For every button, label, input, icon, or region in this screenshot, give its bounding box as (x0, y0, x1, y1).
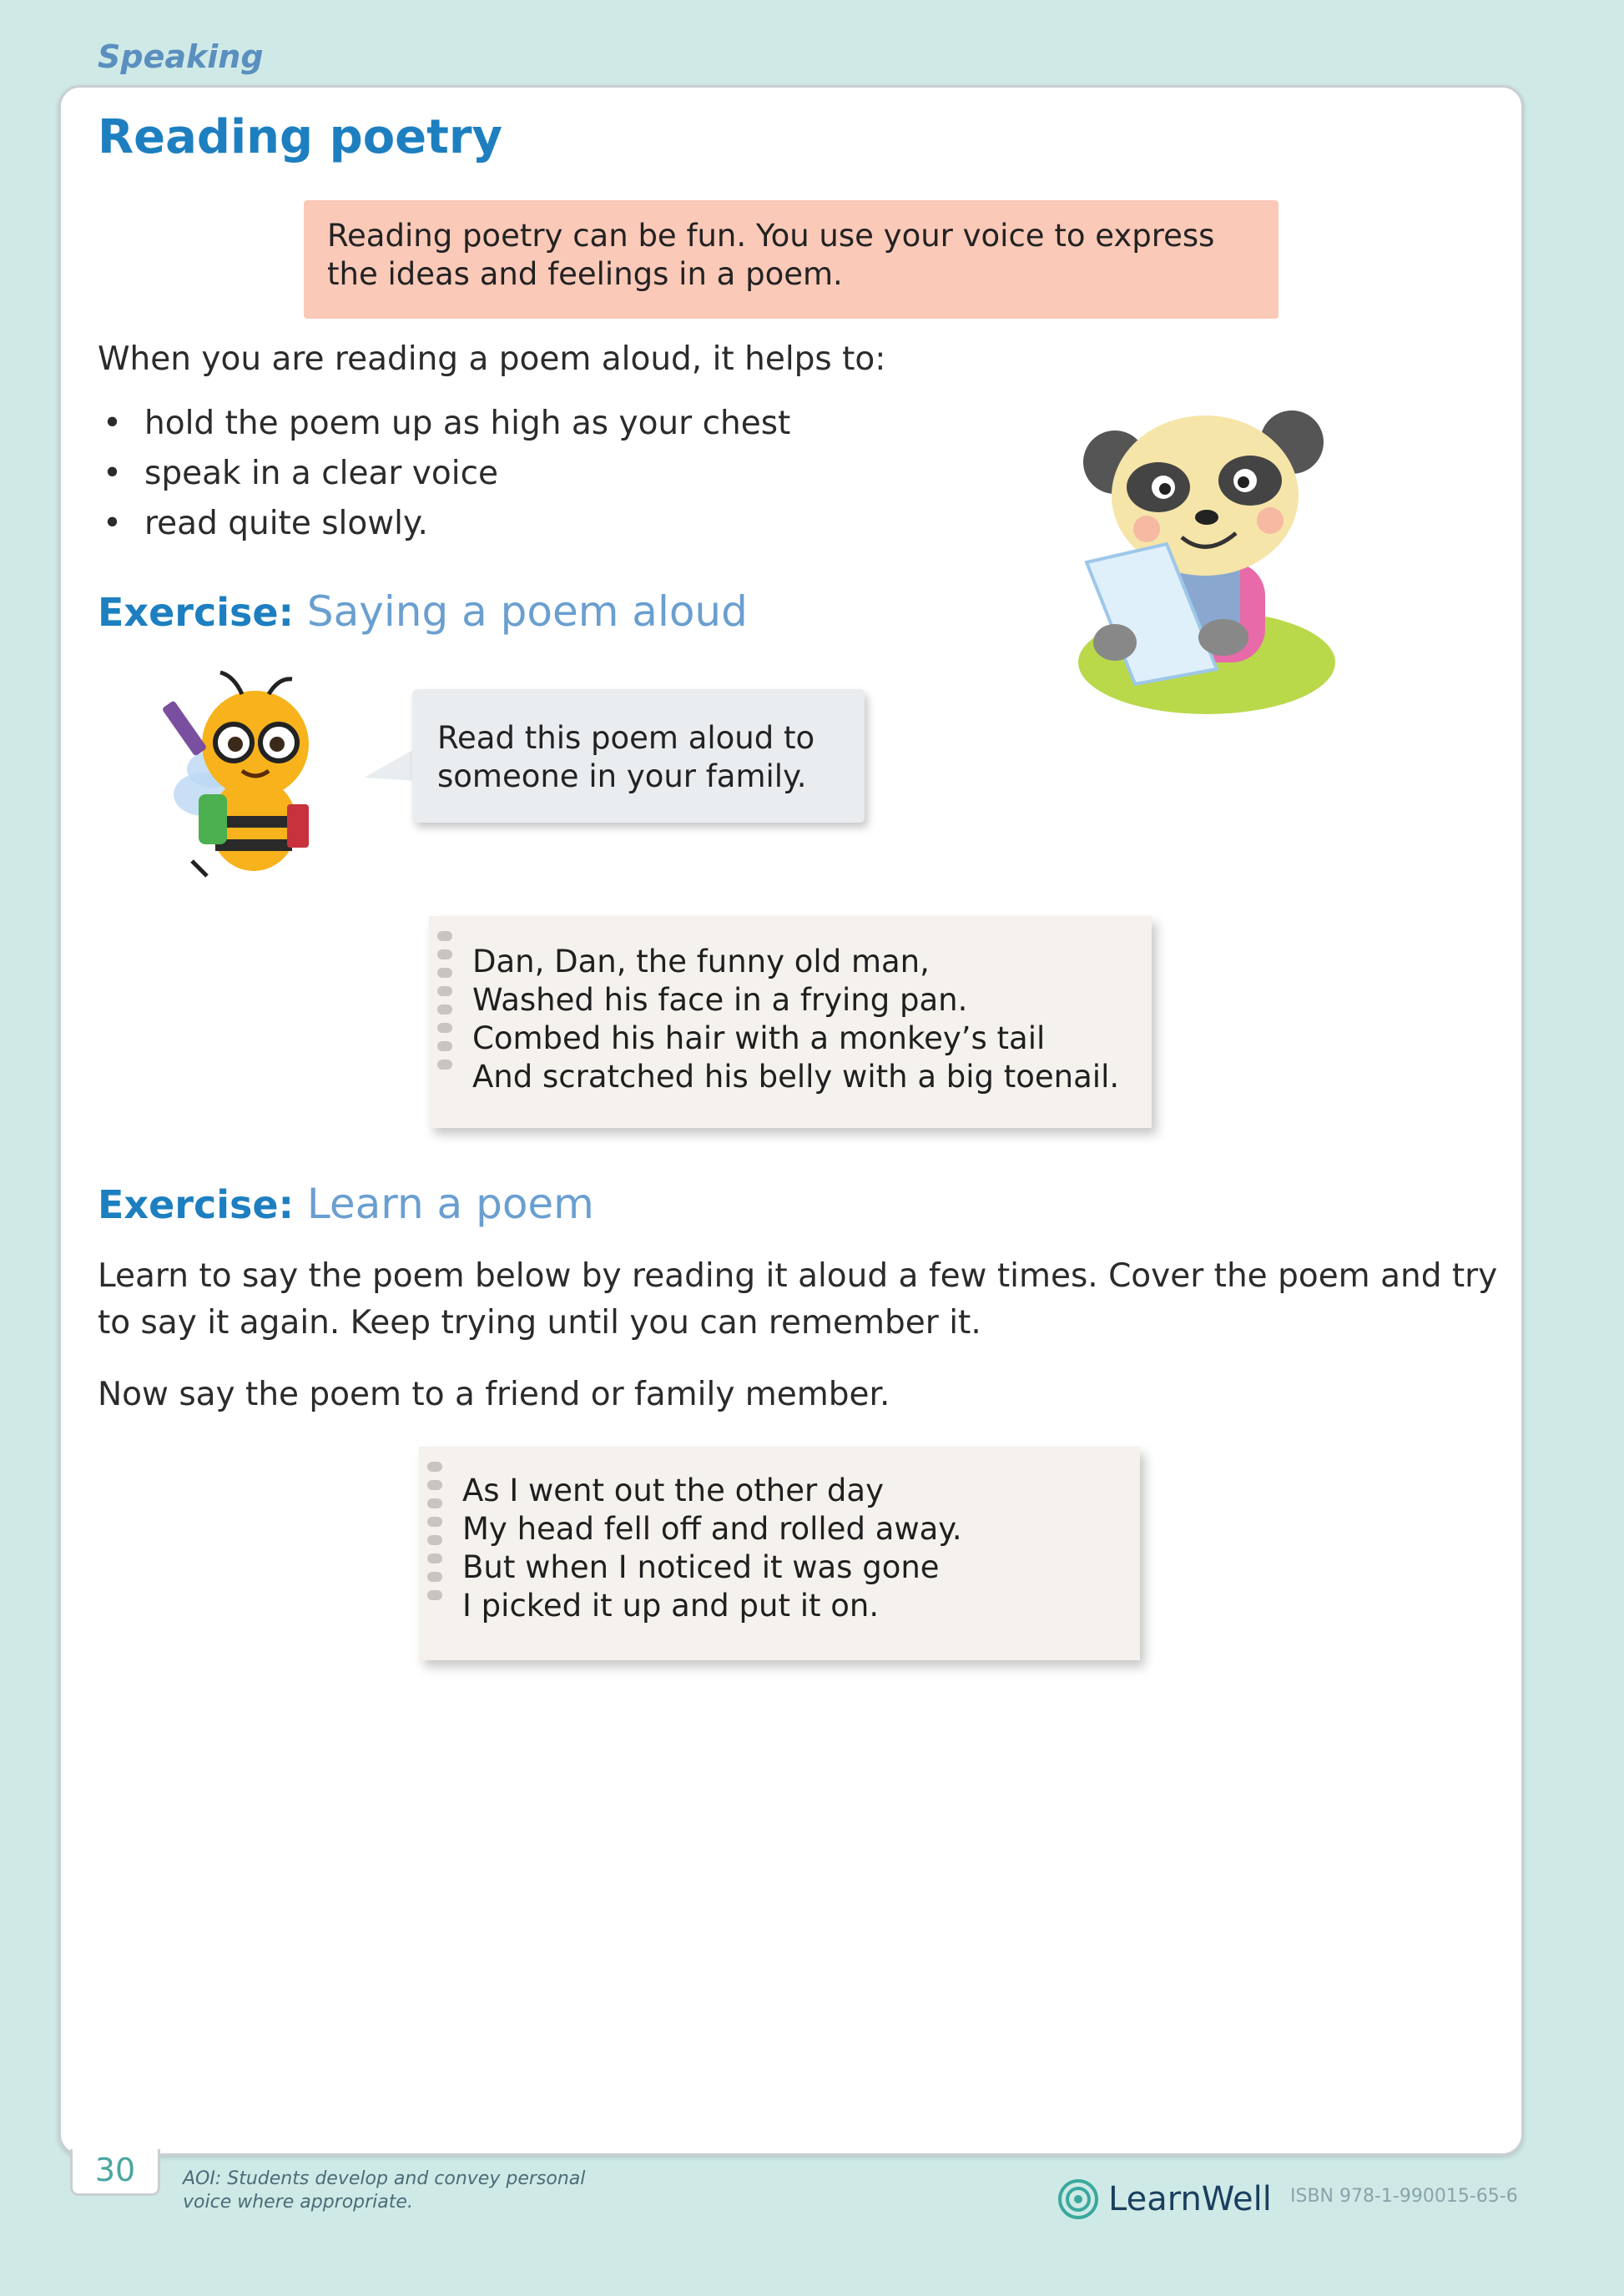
isbn: ISBN 978-1-990015-65-6 (1290, 2186, 1518, 2207)
instructions-paragraph: Now say the poem to a friend or family member. (98, 1376, 890, 1413)
poem-line: Dan, Dan, the funny old man, (472, 944, 930, 979)
exercise-heading (98, 587, 748, 636)
poem-card-2 (419, 1447, 1140, 1660)
tips-list (98, 399, 790, 549)
poem-line: But when I noticed it was gone (462, 1549, 940, 1585)
bee-mascot-illustration (162, 669, 347, 881)
poem-line: Combed his hair with a monkey’s tail (472, 1020, 1046, 1056)
swirl-logo-icon (1057, 2178, 1100, 2221)
list-item: • hold the poem up as high as your chest (103, 405, 791, 442)
exercise-title: Saying a poem aloud (306, 587, 748, 636)
poem-line: And scratched his belly with a big toenail. (472, 1059, 1120, 1095)
poem-line: I picked it up and put it on. (462, 1588, 880, 1624)
exercise-key: Exercise: (98, 1182, 294, 1227)
list-item: • read quite slowly. (103, 505, 428, 542)
section-label: Speaking (98, 38, 264, 75)
poem-line: Washed his face in a frying pan. (472, 982, 968, 1018)
page-number: 30 (70, 2149, 160, 2196)
speech-bubble-tail (364, 748, 417, 781)
list-item: • speak in a clear voice (103, 455, 499, 492)
lead-text: When you are reading a poem aloud, it helps to: (98, 340, 886, 378)
poem-line: As I went out the other day (462, 1473, 884, 1508)
speech-bubble: Read this poem aloud to someone in your family. (412, 689, 865, 823)
panda-reading-illustration (1065, 404, 1345, 721)
brand-logo (1057, 2178, 1272, 2221)
intro-box: Reading poetry can be fun. You use your voice to express the ideas and feelings in a poem. (304, 200, 1279, 319)
poem-line: My head fell off and rolled away. (462, 1511, 962, 1547)
exercise-title: Learn a poem (306, 1180, 594, 1228)
exercise-key: Exercise: (98, 590, 294, 635)
binder-holes (437, 931, 456, 1078)
page-title: Reading poetry (98, 110, 503, 164)
instructions-paragraph: Learn to say the poem below by reading it aloud a few times. Cover the poem and try to say it again. Keep trying until you can remember it. (98, 1257, 1498, 1342)
exercise-heading (98, 1180, 594, 1228)
brand-name: LearnWell (1108, 2180, 1272, 2218)
binder-holes (427, 1462, 446, 1609)
aoi-note: AOI: Students develop and convey personal voice where appropriate. (183, 2168, 586, 2213)
poem-card-1 (429, 916, 1152, 1128)
